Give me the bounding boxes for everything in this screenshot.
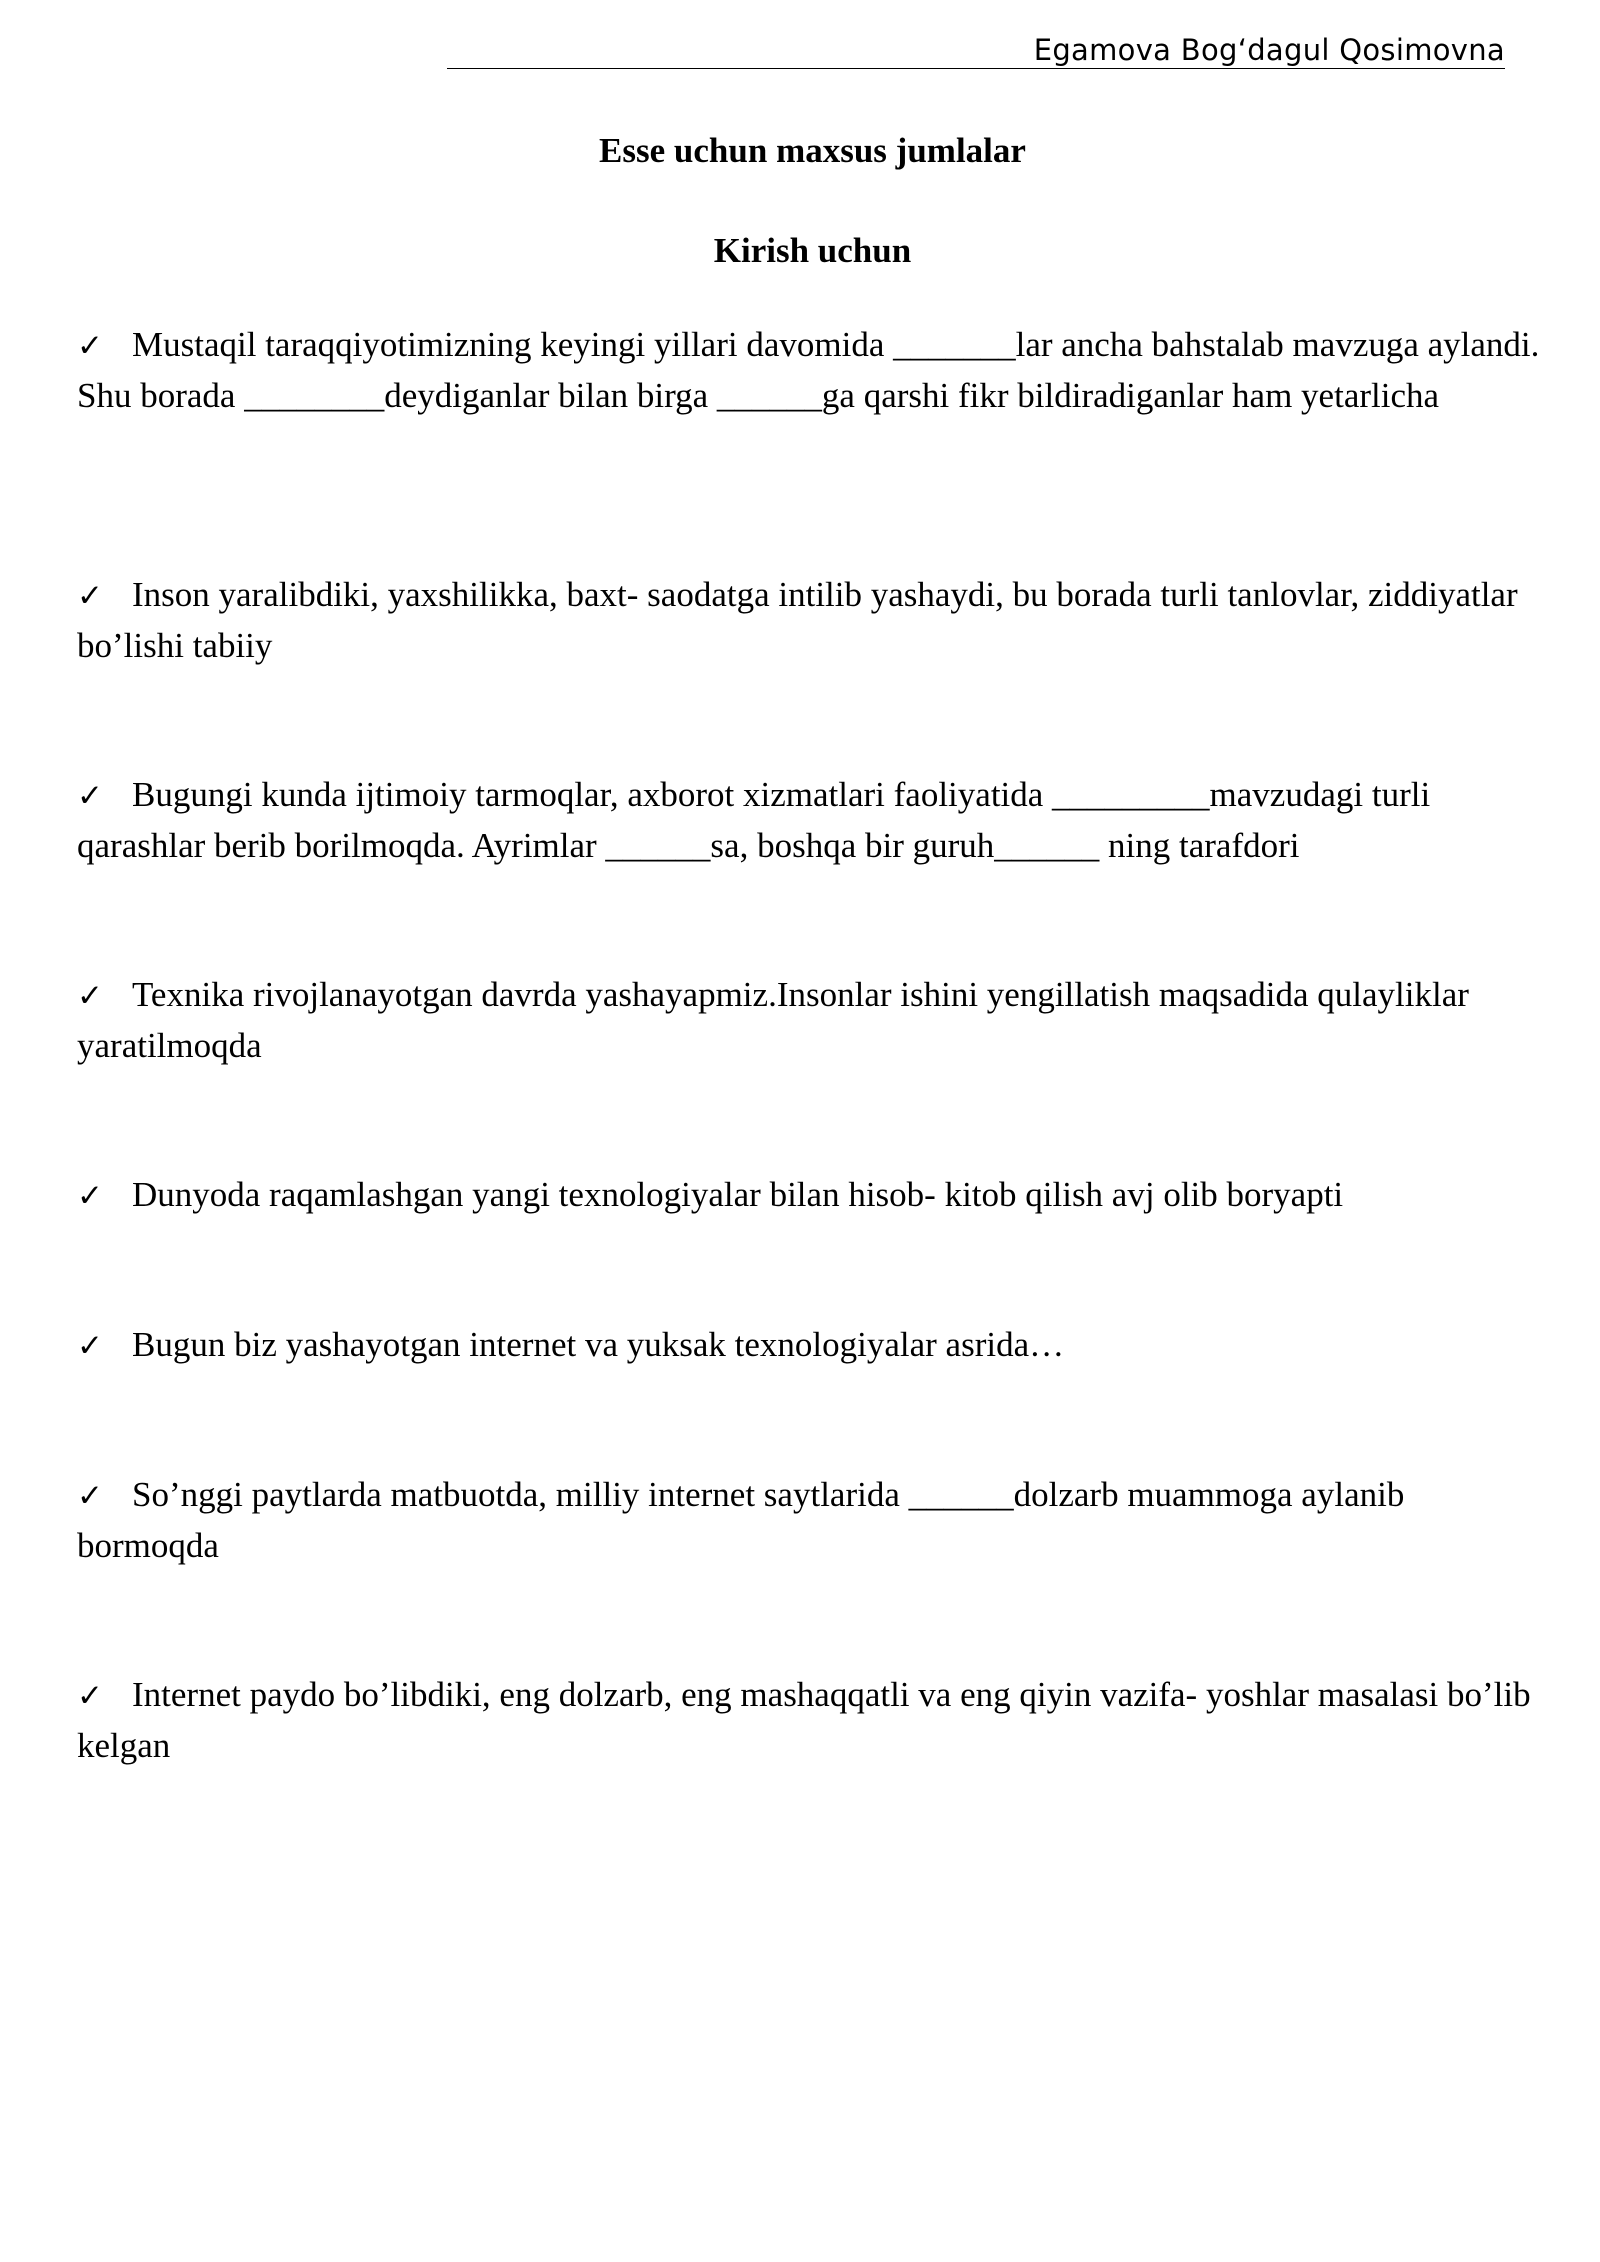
- checkmark-icon: ✓: [77, 1478, 103, 1514]
- author-name: Egamova Bog‘dagul Qosimovna: [1033, 33, 1505, 67]
- list-item: [77, 970, 1547, 1071]
- checkmark-icon: ✓: [77, 1178, 103, 1214]
- checkmark-icon: ✓: [77, 1328, 103, 1364]
- checkmark-icon: ✓: [77, 778, 103, 814]
- list-item: [77, 1170, 1547, 1221]
- list-item-text: Mustaqil taraqqiyotimizning keyingi yillari davomida _______lar ancha bahstalab mavzuga aylandi. Shu borada ________deydiganlar bilan birga ______ga qarshi fikr bildiradiganlar ham yetarlicha: [77, 325, 1540, 415]
- checkmark-icon: ✓: [77, 578, 103, 614]
- checkmark-icon: ✓: [77, 328, 103, 364]
- checkmark-icon: ✓: [77, 978, 103, 1014]
- list-item-text: Dunyoda raqamlashgan yangi texnologiyalar bilan hisob- kitob qilish avj olib boryapti: [132, 1175, 1344, 1214]
- list-item: [77, 1470, 1547, 1571]
- list-item: [77, 570, 1547, 671]
- list-item: [77, 770, 1547, 871]
- list-item-text: Texnika rivojlanayotgan davrda yashayapmiz.Insonlar ishini yengillatish maqsadida qulayliklar yaratilmoqda: [77, 975, 1469, 1065]
- list-item: [77, 1670, 1547, 1771]
- list-item: [77, 1320, 1547, 1371]
- page-title: Esse uchun maxsus jumlalar: [599, 131, 1026, 170]
- section-title: Kirish uchun: [713, 231, 912, 270]
- list-item-text: Bugungi kunda ijtimoiy tarmoqlar, axborot xizmatlari faoliyatida _________mavzudagi turli qarashlar berib borilmoqda. Ayrimlar ______sa, boshqa bir guruh______ ning tarafdori: [77, 775, 1431, 865]
- list-item-text: Bugun biz yashayotgan internet va yuksak texnologiyalar asrida…: [132, 1325, 1065, 1364]
- list-item-text: Internet paydo bo’libdiki, eng dolzarb, eng mashaqqatli va eng qiyin vazifa- yoshlar masalasi bo’lib kelgan: [77, 1675, 1531, 1765]
- header-rule: [447, 68, 1505, 69]
- list-item-text: So’nggi paytlarda matbuotda, milliy internet saytlarida ______dolzarb muammoga aylanib bormoqda: [77, 1475, 1405, 1565]
- list-item: [77, 320, 1547, 421]
- list-item-text: Inson yaralibdiki, yaxshilikka, baxt- saodatga intilib yashaydi, bu borada turli tanlovlar, ziddiyatlar bo’lishi tabiiy: [77, 575, 1518, 665]
- checkmark-icon: ✓: [77, 1678, 103, 1714]
